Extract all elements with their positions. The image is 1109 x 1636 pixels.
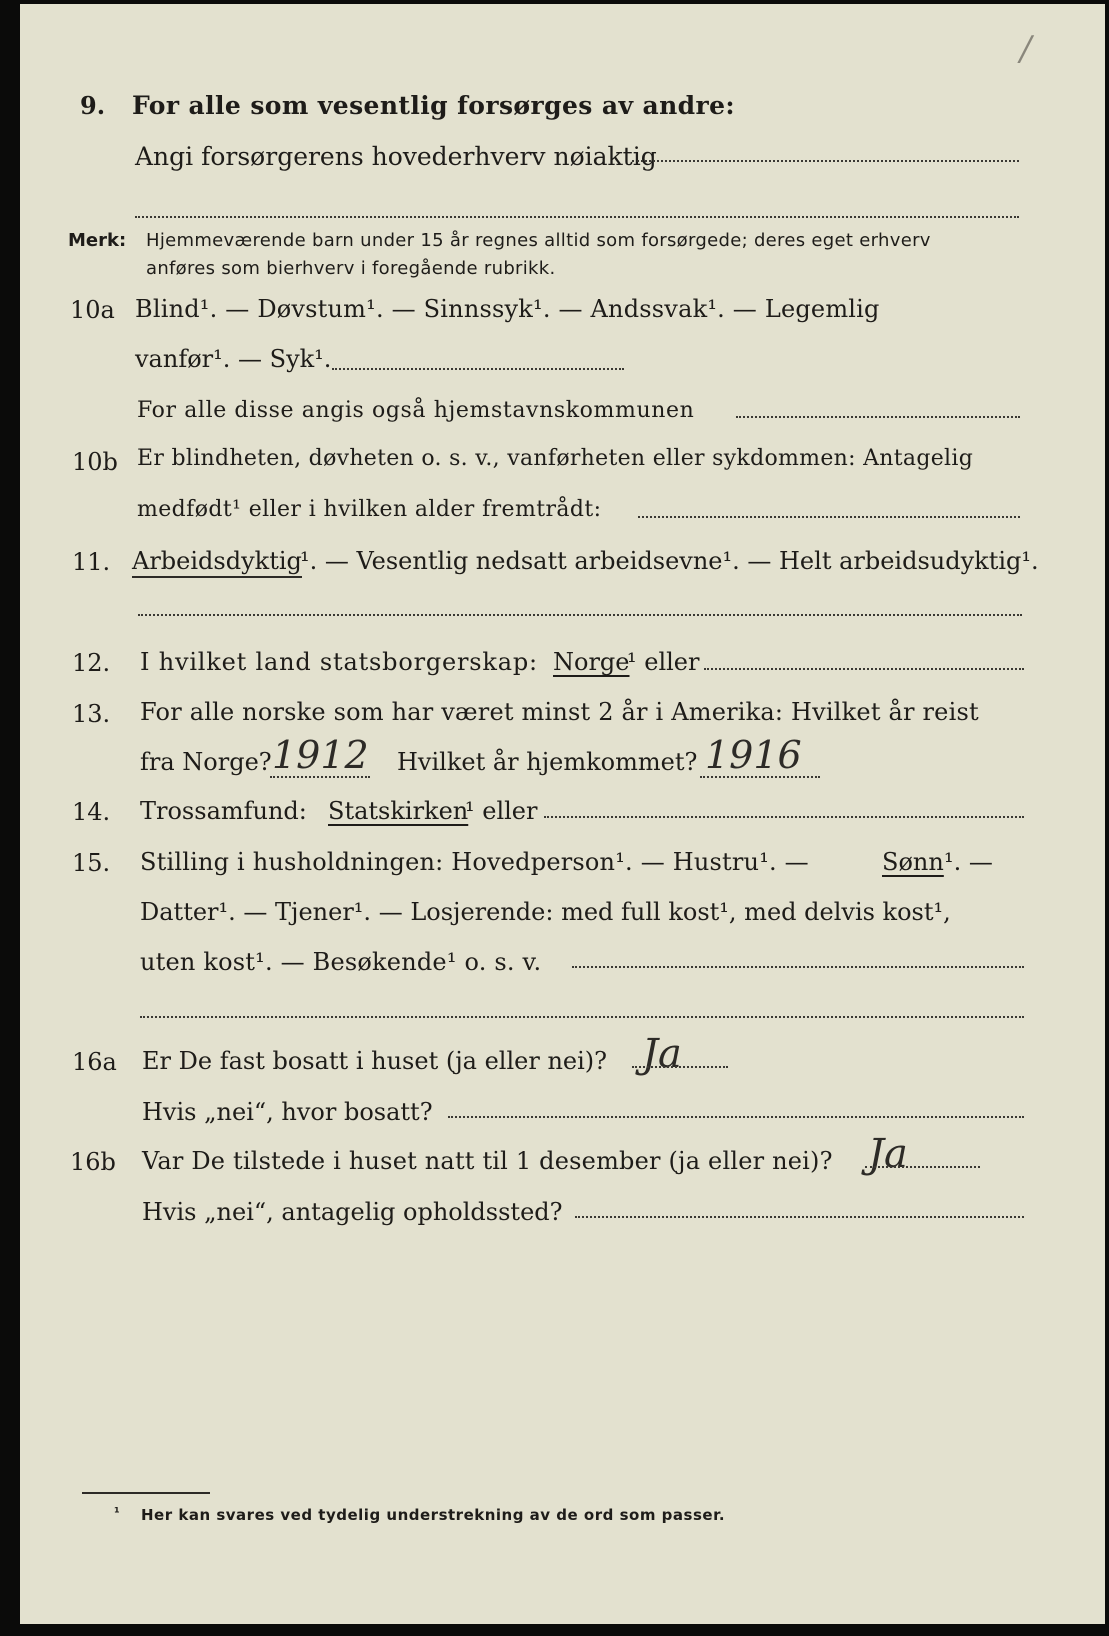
q15-line-1-suffix: ¹. — <box>944 848 993 876</box>
merk-line-2: anføres som bierhverv i foregående rubrikk. <box>146 258 556 279</box>
q9-answer-line-2[interactable] <box>135 216 1019 218</box>
q10a-line-3: For alle disse angis også hjemstavnskommunen <box>137 398 695 423</box>
q15-answer-line-2[interactable] <box>140 1016 1024 1018</box>
q10a-line-1: Blind¹. — Døvstum¹. — Sinnssyk¹. — Andssvak¹. — Legemlig <box>135 295 880 323</box>
q15-option-selected[interactable]: Sønn <box>882 848 944 876</box>
q9-number: 9. <box>80 91 106 120</box>
q10b-number: 10b <box>72 448 118 476</box>
q14-suffix: ¹ eller <box>465 797 538 825</box>
q13-middle: Hvilket år hjemkommet? <box>397 748 698 776</box>
q13-number: 13. <box>72 700 111 728</box>
q9-answer-line[interactable] <box>632 160 1019 162</box>
q16b-answer-line[interactable] <box>865 1166 980 1168</box>
q12-number: 12. <box>72 649 111 677</box>
q16a-answer[interactable]: Ja <box>642 1031 682 1077</box>
q16b-answer[interactable]: Ja <box>868 1131 908 1177</box>
q10a-answer-line[interactable] <box>332 368 624 370</box>
q11-answer-line[interactable] <box>138 614 1022 616</box>
q16a-line-2: Hvis „nei“, hvor bosatt? <box>142 1098 433 1126</box>
q16b-line-2: Hvis „nei“, antagelig opholdssted? <box>142 1198 563 1226</box>
q14-prefix: Trossamfund: <box>140 797 307 825</box>
q16a-number: 16a <box>72 1048 117 1076</box>
q15-line-2: Datter¹. — Tjener¹. — Losjerende: med full kost¹, med delvis kost¹, <box>140 898 951 926</box>
q12-prefix: I hvilket land statsborgerskap: <box>140 648 538 676</box>
q9-line: Angi forsørgerens hovederhverv nøiaktig <box>135 142 657 171</box>
q12-option-selected[interactable]: Norge <box>553 648 630 676</box>
q10b-line-1: Er blindheten, døvheten o. s. v., vanførheten eller sykdommen: Antagelig <box>137 446 974 471</box>
footnote-text: Her kan svares ved tydelig understrekning av de ord som passer. <box>141 1506 726 1524</box>
q14-answer-line[interactable] <box>544 816 1024 818</box>
q10b-line-2: medfødt¹ eller i hvilken alder fremtrådt: <box>137 497 602 522</box>
q13-return-line[interactable] <box>700 776 820 778</box>
q15-line-3: uten kost¹. — Besøkende¹ o. s. v. <box>140 948 542 976</box>
q16a-answer-line[interactable] <box>632 1066 728 1068</box>
q11-option-selected[interactable]: Arbeidsdyktig <box>132 549 302 578</box>
q11-line: ¹. — Vesentlig nedsatt arbeidsevne¹. — Helt arbeidsudyktig¹. <box>300 547 1039 575</box>
q16b-line-1: Var De tilstede i huset natt til 1 desember (ja eller nei)? <box>142 1147 833 1175</box>
q14-option-selected[interactable]: Statskirken <box>328 797 469 825</box>
census-form-page <box>20 4 1105 1624</box>
q16b-opholdssted-line[interactable] <box>575 1216 1024 1218</box>
footnote-rule <box>82 1492 210 1494</box>
q10a-hjemstavn-line[interactable] <box>736 416 1020 418</box>
q13-answer-departure[interactable]: 1912 <box>272 733 369 777</box>
q16b-number: 16b <box>70 1148 116 1176</box>
q10a-number: 10a <box>70 296 115 324</box>
merk-label: Merk: <box>68 230 127 251</box>
q11-number: 11. <box>72 548 111 576</box>
q10b-answer-line[interactable] <box>638 516 1020 518</box>
q9-heading: For alle som vesentlig forsørges av andre: <box>132 91 736 120</box>
q15-answer-line[interactable] <box>572 966 1024 968</box>
q16a-line-1: Er De fast bosatt i huset (ja eller nei)? <box>142 1047 608 1075</box>
q12-suffix: ¹ eller <box>627 648 700 676</box>
footnote-marker: ¹ <box>114 1506 120 1521</box>
q15-line-1: Stilling i husholdningen: Hovedperson¹. — Hustru¹. — <box>140 848 809 876</box>
q14-number: 14. <box>72 798 111 826</box>
q16a-bosatt-line[interactable] <box>448 1116 1024 1118</box>
q15-number: 15. <box>72 849 111 877</box>
q13-departure-line[interactable] <box>270 776 370 778</box>
q13-answer-return[interactable]: 1916 <box>705 733 802 777</box>
q12-answer-line[interactable] <box>704 668 1024 670</box>
q13-prefix: fra Norge? <box>140 748 272 776</box>
merk-line-1: Hjemmeværende barn under 15 år regnes alltid som forsørgede; deres eget erhverv <box>146 230 931 251</box>
q10a-line-2: vanfør¹. — Syk¹. <box>135 345 332 373</box>
q13-line-1: For alle norske som har været minst 2 år i Amerika: Hvilket år reist <box>140 698 979 726</box>
corner-pencil-mark: / <box>1020 29 1032 69</box>
